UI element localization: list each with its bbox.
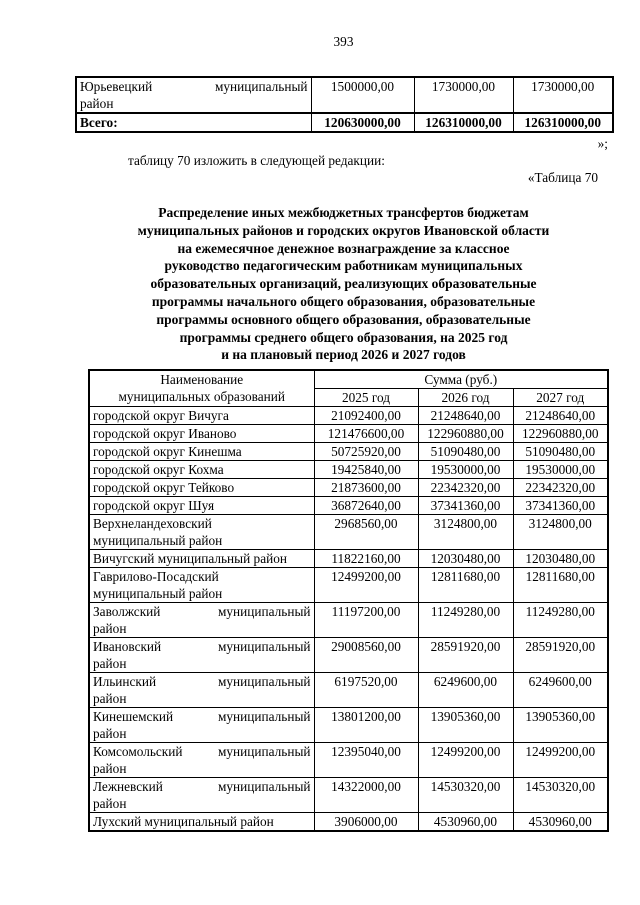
amount-cell: 126310000,00 (414, 113, 513, 132)
amount-cell: 12811680,00 (418, 568, 513, 603)
transfers-table (88, 369, 609, 832)
amount-cell: 21248640,00 (513, 407, 608, 425)
title-line: образовательных организаций, реализующих образовательные (150, 276, 537, 292)
municipality-name-cell: Всего: (76, 113, 311, 132)
year-column-header-2027: 2027 год (513, 389, 608, 407)
table-row (89, 550, 608, 568)
amount-cell: 12499200,00 (418, 743, 513, 778)
municipality-name-cell: Вичугский муниципальный район (89, 550, 314, 568)
table-row (89, 497, 608, 515)
municipality-name-cell: Юрьевецкий муниципальный район (76, 77, 311, 113)
amount-cell: 120630000,00 (311, 113, 414, 132)
title-line: на ежемесячное денежное вознаграждение за классное (177, 240, 510, 256)
table-row (89, 407, 608, 425)
amount-cell: 14322000,00 (314, 778, 418, 813)
amount-cell: 6197520,00 (314, 673, 418, 708)
table-row (89, 743, 608, 778)
amount-cell: 37341360,00 (418, 497, 513, 515)
table-row (89, 638, 608, 673)
amount-cell: 28591920,00 (513, 638, 608, 673)
amount-cell: 11249280,00 (418, 603, 513, 638)
name-column-header (89, 370, 314, 407)
amount-cell: 1500000,00 (311, 77, 414, 113)
amount-cell: 3124800,00 (513, 515, 608, 550)
amount-cell: 126310000,00 (513, 113, 613, 132)
amount-cell: 122960880,00 (513, 425, 608, 443)
amount-cell: 11197200,00 (314, 603, 418, 638)
amount-cell: 29008560,00 (314, 638, 418, 673)
header-row-1 (89, 370, 608, 389)
amount-cell: 12030480,00 (418, 550, 513, 568)
table-row (89, 425, 608, 443)
title-line: программы среднего общего образования, на 2025 год (179, 329, 508, 345)
municipality-name-cell: Лежневский муниципальный район (89, 778, 314, 813)
table-row (89, 515, 608, 550)
amount-cell: 11249280,00 (513, 603, 608, 638)
amount-cell: 13905360,00 (513, 708, 608, 743)
amount-cell: 21092400,00 (314, 407, 418, 425)
table-row (89, 461, 608, 479)
table-row (89, 603, 608, 638)
previous-table-fragment (75, 76, 614, 133)
municipality-name-cell: городской округ Кохма (89, 461, 314, 479)
table-row (89, 443, 608, 461)
amount-cell: 37341360,00 (513, 497, 608, 515)
amount-cell: 6249600,00 (513, 673, 608, 708)
municipality-name-cell: городской округ Шуя (89, 497, 314, 515)
title-line: муниципальных районов и городских округов Ивановской области (137, 222, 550, 238)
amount-cell: 22342320,00 (513, 479, 608, 497)
table-row (89, 708, 608, 743)
amount-cell: 12499200,00 (513, 743, 608, 778)
amount-cell: 3124800,00 (418, 515, 513, 550)
amount-cell: 12030480,00 (513, 550, 608, 568)
amount-cell: 51090480,00 (418, 443, 513, 461)
title-line: руководство педагогическим работникам муниципальных (164, 258, 523, 274)
amount-cell: 13801200,00 (314, 708, 418, 743)
municipality-name-cell: городской округ Тейково (89, 479, 314, 497)
amount-cell: 22342320,00 (418, 479, 513, 497)
table-row (89, 568, 608, 603)
municipality-name-cell: городской округ Кинешма (89, 443, 314, 461)
closing-quote-mark: »; (597, 136, 608, 151)
amount-cell: 19530000,00 (513, 461, 608, 479)
amount-cell: 11822160,00 (314, 550, 418, 568)
amount-cell: 4530960,00 (418, 813, 513, 832)
amount-cell: 121476600,00 (314, 425, 418, 443)
municipality-name-cell: Лухский муниципальный район (89, 813, 314, 832)
title-line: Распределение иных межбюджетных трансфертов бюджетам (158, 205, 529, 220)
municipality-name-cell: Комсомольский муниципальный район (89, 743, 314, 778)
municipality-name-cell: Гаврилово-Посадский муниципальный район (89, 568, 314, 603)
table-row (89, 673, 608, 708)
table-row (89, 479, 608, 497)
municipality-name-cell: Заволжский муниципальный район (89, 603, 314, 638)
table-row (89, 813, 608, 832)
amount-cell: 1730000,00 (414, 77, 513, 113)
name-column-header-line2: муниципальных образований (118, 389, 286, 405)
amount-cell: 4530960,00 (513, 813, 608, 832)
title-line: программы основного общего образования, образовательные (156, 311, 531, 327)
amount-cell: 3906000,00 (314, 813, 418, 832)
title-line: и на плановый период 2026 и 2027 годов (221, 347, 466, 363)
amount-cell: 12395040,00 (314, 743, 418, 778)
amount-cell: 50725920,00 (314, 443, 418, 461)
amount-cell: 51090480,00 (513, 443, 608, 461)
amount-cell: 28591920,00 (418, 638, 513, 673)
municipality-name-cell: Ивановский муниципальный район (89, 638, 314, 673)
municipality-name-cell: Ильинский муниципальный район (89, 673, 314, 708)
amount-cell: 14530320,00 (418, 778, 513, 813)
municipality-name-cell: Кинешемский муниципальный район (89, 708, 314, 743)
amount-cell: 6249600,00 (418, 673, 513, 708)
amount-cell: 21248640,00 (418, 407, 513, 425)
year-column-header-2025: 2025 год (314, 389, 418, 407)
table-row (89, 778, 608, 813)
intro-paragraph: таблицу 70 изложить в следующей редакции: (128, 153, 385, 168)
amount-cell: 14530320,00 (513, 778, 608, 813)
amount-cell: 21873600,00 (314, 479, 418, 497)
amount-cell: 122960880,00 (418, 425, 513, 443)
amount-cell: 19530000,00 (418, 461, 513, 479)
title-line: программы начального общего образования, образовательные (151, 293, 536, 309)
table-row (76, 77, 613, 113)
amount-cell: 36872640,00 (314, 497, 418, 515)
municipality-name-cell: Верхнеландеховский муниципальный район (89, 515, 314, 550)
sum-column-header: Сумма (руб.) (314, 370, 608, 389)
municipality-name-cell: городской округ Иваново (89, 425, 314, 443)
name-column-header-line1: Наименование (160, 372, 244, 388)
table-title (75, 204, 612, 364)
amount-cell: 13905360,00 (418, 708, 513, 743)
table-caption: «Таблица 70 (527, 170, 598, 185)
amount-cell: 12811680,00 (513, 568, 608, 603)
year-column-header-2026: 2026 год (418, 389, 513, 407)
amount-cell: 12499200,00 (314, 568, 418, 603)
amount-cell: 19425840,00 (314, 461, 418, 479)
page-number: 393 (333, 34, 354, 49)
amount-cell: 2968560,00 (314, 515, 418, 550)
municipality-name-cell: городской округ Вичуга (89, 407, 314, 425)
amount-cell: 1730000,00 (513, 77, 613, 113)
total-row (76, 113, 613, 132)
